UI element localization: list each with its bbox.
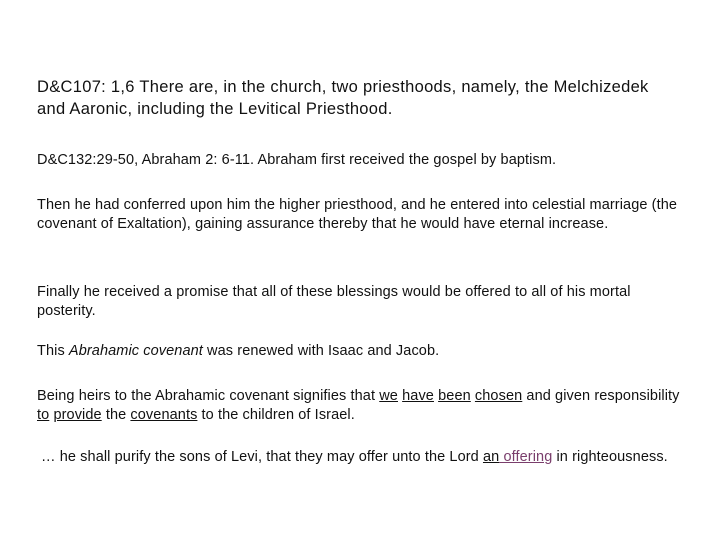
underlined-word-have: have <box>402 388 434 404</box>
underlined-word-to: to <box>37 407 50 423</box>
underlined-word-provide: provide <box>53 407 102 423</box>
text: and given responsibility <box>522 388 680 404</box>
underlined-word-covenants: covenants <box>130 407 198 423</box>
text: … he shall purify the sons of Levi, that they may offer unto the Lord <box>41 449 483 465</box>
underlined-word-we: we <box>379 388 398 404</box>
paragraph-sons-of-levi <box>41 448 691 467</box>
paragraph-abraham-baptism <box>37 151 687 170</box>
text: in righteousness. <box>552 449 668 465</box>
text: This <box>37 343 69 359</box>
paragraph-text: D&C132:29-50, Abraham 2: 6-11. Abraham first received the gospel by baptism. <box>37 152 557 168</box>
text: was renewed with Isaac and Jacob. <box>202 343 440 359</box>
paragraph-heirs <box>37 387 687 425</box>
paragraph-promise <box>37 283 687 321</box>
text: the <box>101 407 131 423</box>
paragraph-text: D&C107: 1,6 There are, in the church, two priesthoods, namely, the Melchizedek and Aaronic, including the Levitical Priesthood. <box>37 78 649 118</box>
offering-link[interactable]: offering <box>499 449 553 465</box>
paragraph-higher-priesthood <box>37 196 687 234</box>
paragraph-text: Finally he received a promise that all of these blessings would be offered to all of his mortal posterity. <box>37 284 631 319</box>
underlined-word-been: been <box>438 388 471 404</box>
text: Being heirs to the Abrahamic covenant signifies that <box>37 388 380 404</box>
underlined-word-an: an <box>482 449 500 465</box>
abrahamic-covenant-emphasis: Abrahamic covenant <box>68 343 203 359</box>
text: to the children of Israel. <box>197 407 355 423</box>
paragraph-abrahamic-covenant <box>37 342 687 361</box>
paragraph-text: Then he had conferred upon him the higher priesthood, and he entered into celestial marriage (the covenant of Exaltation), gaining assurance thereby that he would have eternal increase. <box>37 197 678 232</box>
paragraph-priesthoods <box>37 76 677 120</box>
underlined-word-chosen: chosen <box>474 388 523 404</box>
